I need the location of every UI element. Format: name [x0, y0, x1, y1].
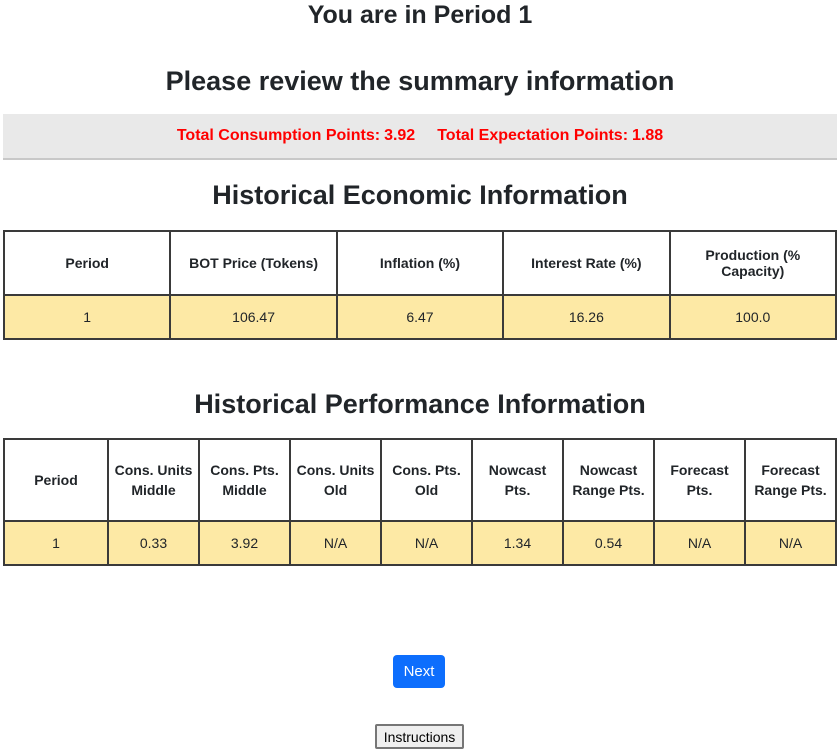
next-button[interactable]: Next: [393, 655, 445, 688]
total-consumption-label: Total Consumption Points:: [176, 127, 381, 144]
performance-header-row: [4, 439, 836, 521]
economic-header-interest-rate: Interest Rate (%): [503, 231, 669, 295]
performance-header-nowcast-pts: Nowcast Pts.: [472, 439, 563, 521]
summary-bar: [3, 114, 837, 160]
performance-cell-period: 1: [4, 521, 108, 565]
instructions-button[interactable]: Instructions: [375, 724, 464, 749]
total-consumption-value: 3.92: [384, 127, 416, 144]
economic-cell-inflation: 6.47: [337, 295, 503, 339]
total-expectation-label: Total Expectation Points:: [437, 127, 629, 144]
economic-header-period: Period: [4, 231, 170, 295]
performance-header-cons-pts-old: Cons. Pts. Old: [381, 439, 472, 521]
performance-cell-nowcast-pts: 1.34: [472, 521, 563, 565]
table-row: [4, 295, 836, 339]
economic-header-bot-price: BOT Price (Tokens): [170, 231, 336, 295]
economic-cell-production: 100.0: [670, 295, 836, 339]
performance-header-cons-units-old: Cons. Units Old: [290, 439, 381, 521]
performance-cell-forecast-range-pts: N/A: [745, 521, 836, 565]
economic-header-production: Production (% Capacity): [670, 231, 836, 295]
review-title: Please review the summary information: [165, 66, 675, 96]
total-expectation-value: 1.88: [632, 127, 664, 144]
performance-table: [3, 438, 837, 566]
total-expectation-points: [437, 127, 663, 145]
period-title: You are in Period 1: [307, 1, 533, 29]
table-row: [4, 521, 836, 565]
economic-cell-period: 1: [4, 295, 170, 339]
economic-cell-bot-price: 106.47: [170, 295, 336, 339]
performance-header-forecast-pts: Forecast Pts.: [654, 439, 745, 521]
performance-header-cons-units-middle: Cons. Units Middle: [108, 439, 199, 521]
performance-cell-cons-pts-old: N/A: [381, 521, 472, 565]
performance-cell-forecast-pts: N/A: [654, 521, 745, 565]
economic-header-row: [4, 231, 836, 295]
economic-table: [3, 230, 837, 340]
performance-header-forecast-range-pts: Forecast Range Pts.: [745, 439, 836, 521]
performance-cell-cons-units-old: N/A: [290, 521, 381, 565]
economic-header-inflation: Inflation (%): [337, 231, 503, 295]
performance-cell-cons-units-middle: 0.33: [108, 521, 199, 565]
performance-header-cons-pts-middle: Cons. Pts. Middle: [199, 439, 290, 521]
performance-cell-nowcast-range-pts: 0.54: [563, 521, 654, 565]
performance-header-period: Period: [4, 439, 108, 521]
total-consumption-points: [177, 127, 415, 145]
performance-cell-cons-pts-middle: 3.92: [199, 521, 290, 565]
economic-section-title: Historical Economic Information: [212, 180, 628, 210]
performance-section-title: Historical Performance Information: [194, 389, 646, 419]
performance-header-nowcast-range-pts: Nowcast Range Pts.: [563, 439, 654, 521]
economic-cell-interest-rate: 16.26: [503, 295, 669, 339]
